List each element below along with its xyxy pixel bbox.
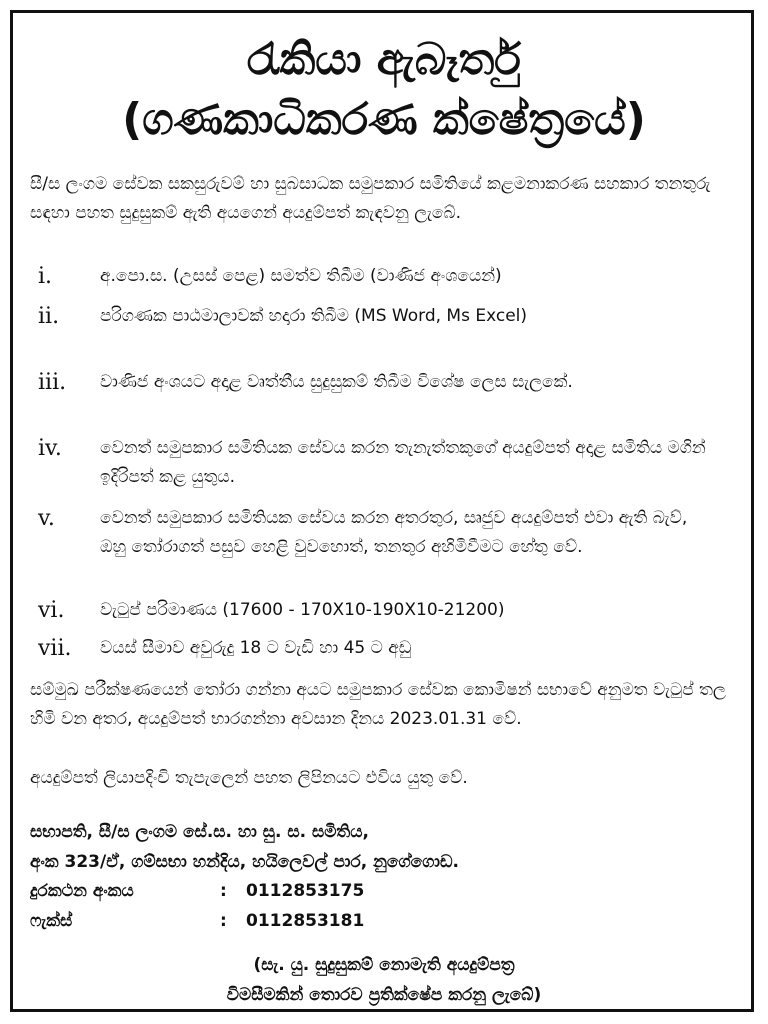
notice-subtitle: (ගණකාධිකරණ ක්ෂේත්‍රයේ) [122,94,646,145]
fax-label: ෆැක්ස් [30,911,73,931]
phone-number: 0112853175 [246,881,365,901]
footer-note-line-2: විමසීමකින් තොරව ප්‍රතික්ෂේප කරනු ලැබේ) [226,985,542,1005]
requirement-number: iv. [38,436,62,461]
requirement-number: ii. [38,304,60,329]
phone-label: දුරකථන අංකය [30,881,134,901]
requirement-number: i. [38,264,53,289]
requirement-number: vi. [38,598,65,623]
fax-number: 0112853181 [246,911,365,931]
intro-paragraph: සී/ස ලංගම සේවක සකසුරුවම් හා සුබසාධක සමුපකාර සමිතියේ කළමනාකරණ සහකාර තනතුරු සඳහා පහත සුදුසුකම් ඇති අයගෙන් අයදුම්පත් කැඳවනු ලැබේ. [30,174,711,223]
requirement-text: වයස් සීමාව අවුරුදු 18 ට වැඩි හා 45 ට අඩු [100,638,412,658]
phone-colon: : [220,881,227,901]
footer-note-line-1: (සැ. යු. සුදුසුකම් නොමැති අයදුම්පත්‍ර [253,955,515,975]
fax-colon: : [220,911,227,931]
requirement-number: iii. [38,370,67,395]
requirement-number: v. [38,506,55,531]
interview-paragraph: සම්මුඛ පරීක්ෂණයෙන් තෝරා ගන්නා අයට සමුපකාර සේවක කොමිෂන් සභාවේ අනුමත වැටුප් තල හිමි වන අතර, අයදුම්පත් භාරගන්නා අවසාන දිනය 2023.01.31 වේ. [30,680,726,729]
requirement-text: වෙනත් සමුපකාර සමිතියක සේවය කරන තැනැත්තකුගේ අයදුම්පත් අදාළ සමිතිය මගින් ඉදිරිපත් කළ යුතුය. [100,438,706,487]
address-line-2: අංක 323/ඒ, ගම්සභා හන්දිය, හයිලෙවල් පාර, නුගේගොඩ. [30,852,460,872]
requirement-text: වෙනත් සමුපකාර සමිතියක සේවය කරන අතරතුර, සෘජුව අයදුම්පත් එවා ඇති බැව්, ඔහු තෝරාගත් පසුව හෙළි වුවහොත්, තනතුර අහිමිවීමට හේතු වේ. [100,508,688,557]
requirement-text: පරිගණක පාඨමාලාවක් හදාරා තිබීම (MS Word, Ms Excel) [100,306,528,326]
requirement-text: වාණිජ අංශයට අදාළ වෘත්තීය සුදුසුකම් තිබීම විශේෂ ලෙස සැලකේ. [100,372,573,392]
posting-instruction: අයදුම්පත් ලියාපදිංචි තැපැලෙන් පහත ලිපිනයට එවිය යුතු වේ. [30,768,468,788]
notice-title: රැකියා ඇබෑර්තු [247,34,521,85]
requirement-text: වැටුප් පරිමාණය (17600 - 170X10-190X10-21200) [100,600,505,620]
requirement-text: අ.පො.ස. (උසස් පෙළ) සමත්ව තිබීම (වාණිජ අංශයෙන්) [100,266,502,286]
requirement-number: vii. [38,636,72,661]
address-line-1: සභාපති, සී/ස ලංගම සේ.ස. හා සු. ස. සමිතිය, [30,822,369,842]
